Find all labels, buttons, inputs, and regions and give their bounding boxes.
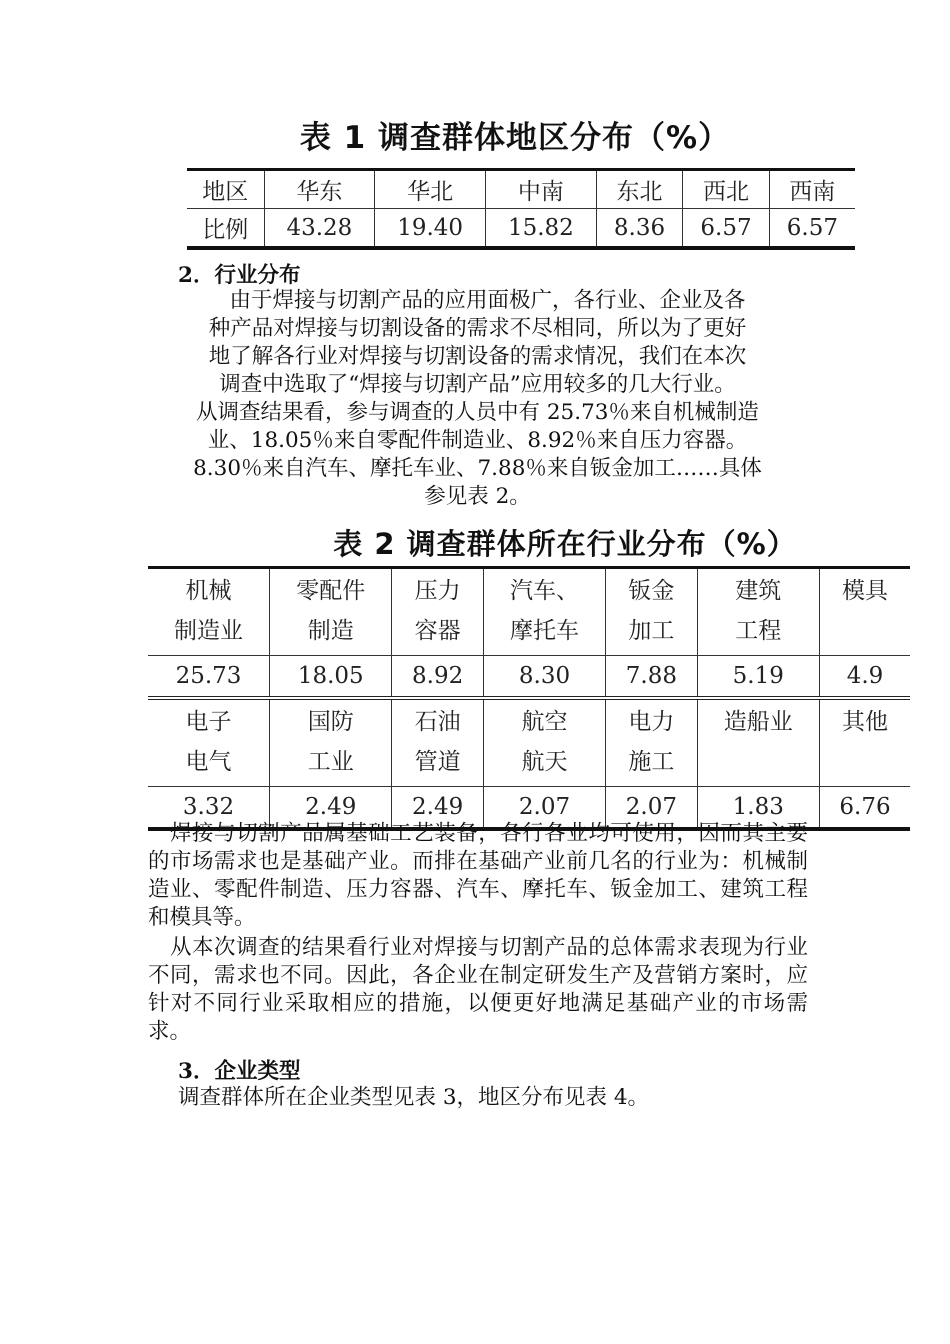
table-cell (148, 700, 270, 787)
text-line: 参见表 2。 (424, 484, 531, 509)
cell-line: 机械 (185, 578, 232, 604)
table-cell (270, 568, 392, 656)
cell-line: 施工 (628, 749, 675, 775)
table-cell: 2.07 (606, 787, 697, 830)
table-cell: 19.40 (375, 209, 486, 249)
table-cell (606, 700, 697, 787)
cell-line: 其他 (841, 709, 888, 735)
table-cell (483, 568, 605, 656)
table-cell: 比例 (202, 217, 249, 243)
cell-line: 工业 (307, 749, 354, 775)
body-paragraph (145, 287, 810, 511)
table-cell: 25.73 (148, 656, 270, 699)
table-row (187, 170, 855, 209)
table-cell: 东北 (596, 170, 683, 209)
table-cell: 8.92 (392, 656, 483, 699)
cell-line: 模具 (841, 578, 888, 604)
table-cell (819, 568, 910, 656)
cell-line: 航空 (521, 709, 568, 735)
cell-line: 容器 (414, 618, 461, 644)
cell-line: 汽车、 (510, 578, 579, 604)
table-row (148, 568, 910, 656)
table-row (187, 209, 855, 249)
table-cell: 西北 (683, 170, 770, 209)
table1-title: 表 1 调查群体地区分布（%） (299, 120, 731, 156)
table-cell: 7.88 (606, 656, 697, 699)
cell-line: 电子 (185, 709, 232, 735)
table-cell (483, 700, 605, 787)
table-cell (148, 568, 270, 656)
table2-title: 表 2 调查群体所在行业分布（%） (333, 527, 797, 561)
table-cell (270, 700, 392, 787)
text-line: 地了解各行业对焊接与切割设备的需求情况，我们在本次 (208, 344, 747, 369)
cell-line: 摩托车 (510, 618, 579, 644)
table-cell: 4.9 (819, 656, 910, 699)
cell-line: 国防 (307, 709, 354, 735)
table-cell (819, 700, 910, 787)
table-cell: 6.76 (819, 787, 910, 830)
table-row (148, 656, 910, 699)
cell-line: 零配件 (296, 578, 366, 604)
table-cell: 8.30 (483, 656, 605, 699)
text-line: 种产品对焊接与切割设备的需求不尽相同，所以为了更好 (208, 316, 747, 341)
text-line: 调查中选取了“焊接与切割产品”应用较多的几大行业。 (219, 372, 736, 397)
cell-line: 工程 (735, 618, 782, 644)
table-cell: 6.57 (683, 209, 770, 249)
table-cell: 6.57 (769, 209, 855, 249)
cell-line: 钣金 (628, 578, 675, 604)
body-paragraph (148, 820, 808, 932)
cell-line: 电气 (185, 749, 232, 775)
table-cell (392, 568, 483, 656)
table-cell: 15.82 (486, 209, 597, 249)
table-cell: 华北 (375, 170, 486, 209)
cell-line: 制造业 (174, 618, 244, 644)
table-cell: 2.49 (392, 787, 483, 830)
table-cell: 3.32 (148, 787, 270, 830)
text-line: 从调查结果看，参与调查的人员中有 25.73％来自机械制造 (196, 400, 759, 425)
body-paragraph (148, 934, 808, 1046)
table-cell (392, 700, 483, 787)
table-cell (697, 568, 819, 656)
region-distribution-table (187, 168, 855, 250)
table-cell: 1.83 (697, 787, 819, 830)
cell-line: 制造 (307, 618, 354, 644)
paragraph: 从本次调查的结果看行业对焊接与切割产品的总体需求表现为行业不同，需求也不同。因此，各企业在制定研发生产及营销方案时，应针对不同行业采取相应的措施，以便更好地满足基础产业的市场需求。 (148, 935, 808, 1044)
table-cell: 地区 (187, 170, 264, 209)
table-cell: 西南 (769, 170, 855, 209)
cell-line: 加工 (628, 618, 675, 644)
cell-line: 石油 (414, 709, 461, 735)
table-cell: 2.07 (483, 787, 605, 830)
cell-line: 压力 (414, 578, 461, 604)
cell-line: 建筑 (735, 578, 782, 604)
table-cell (697, 700, 819, 787)
cell-line: 航天 (521, 749, 568, 775)
table-cell: 43.28 (264, 209, 375, 249)
table-cell (606, 568, 697, 656)
section-heading: 3．企业类型 (178, 1059, 301, 1084)
cell-line: 电力 (628, 709, 675, 735)
table-cell: 8.36 (596, 209, 683, 249)
text-line: 8.30％来自汽车、摩托车业、7.88％来自钣金加工……具体 (193, 456, 762, 481)
table-cell: 2.49 (270, 787, 392, 830)
industry-distribution-table (148, 566, 910, 831)
table-cell: 18.05 (270, 656, 392, 699)
body-paragraph: 调查群体所在企业类型见表 3，地区分布见表 4。 (178, 1085, 650, 1110)
paragraph: 焊接与切割产品属基础工艺装备，各行各业均可使用，因而其主要的市场需求也是基础产业。而排在基础产业前几名的行业为：机械制造业、零配件制造、压力容器、汽车、摩托车、钣金加工、建筑工程和模具等。 (148, 821, 808, 930)
text-line: 由于焊接与切割产品的应用面极广，各行业、企业及各 (229, 288, 746, 313)
table-cell: 华东 (264, 170, 375, 209)
cell-line: 造船业 (723, 709, 793, 735)
table-row (148, 700, 910, 787)
table-cell: 5.19 (697, 656, 819, 699)
cell-line: 管道 (414, 749, 461, 775)
section-heading: 2．行业分布 (178, 263, 301, 288)
table-cell: 中南 (486, 170, 597, 209)
text-line: 业、18.05％来自零配件制造业、8.92％来自压力容器。 (207, 428, 748, 453)
